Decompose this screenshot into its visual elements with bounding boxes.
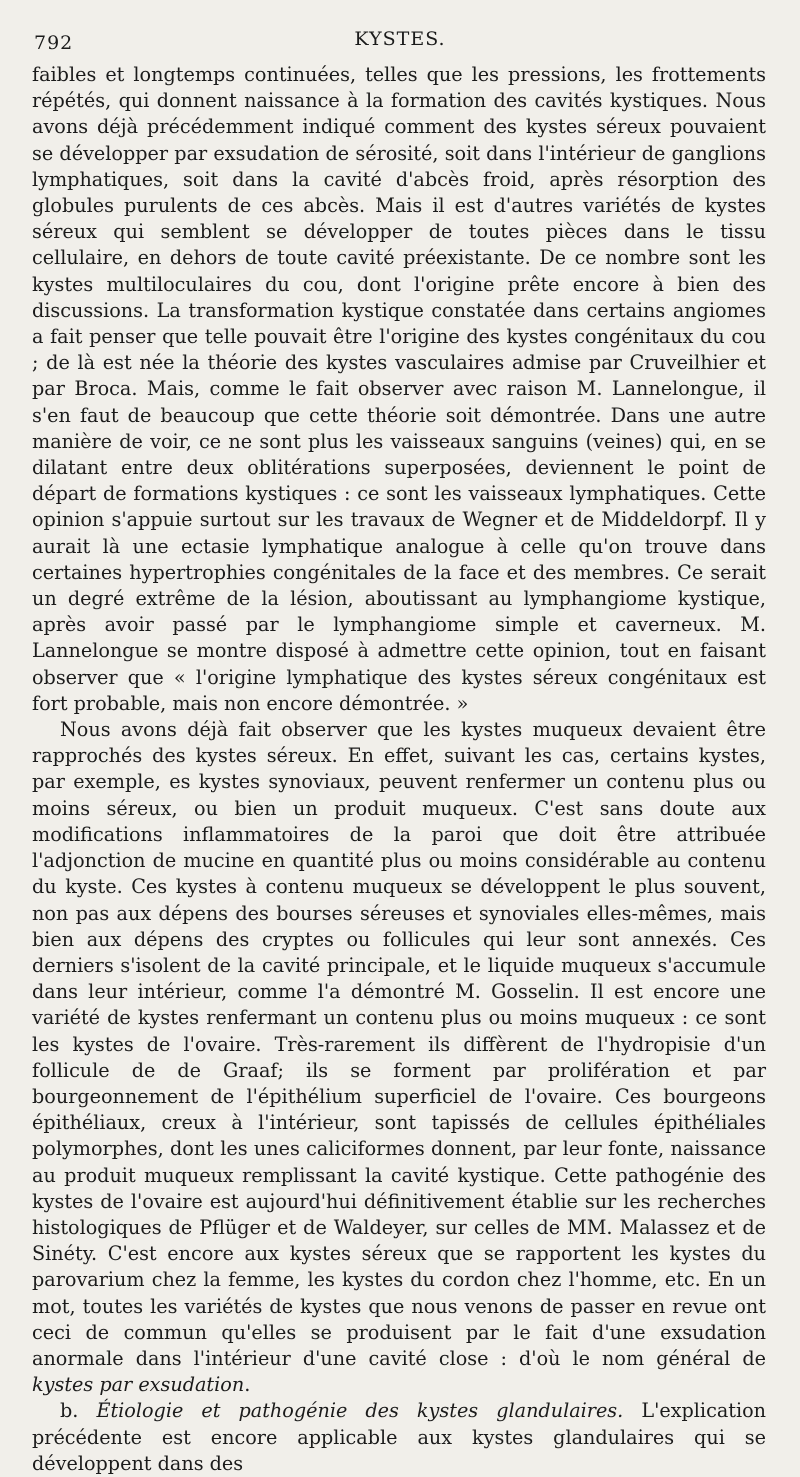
paragraph-2 <box>32 717 766 1398</box>
paragraph-2-tail: . <box>244 1373 251 1397</box>
paragraph-2-text: Nous avons déjà fait observer que les kystes muqueux devaient être rapprochés des kystes séreux. En effet, suivant les cas, certains kystes, par exemple, es kystes synoviaux, peuvent renfermer un contenu plus ou moins séreux, ou bien un produit muqueux. C'est sans doute aux modifications inflammatoires de la paroi que doit être attribuée l'adjonction de mucine en quantité plus ou moins considérable au contenu du kyste. Ces kystes à contenu muqueux se développent le plus souvent, non pas aux dépens des bourses séreuses et synoviales elles-mêmes, mais bien aux dépens des cryptes ou follicules qui leur sont annexés. Ces derniers s'isolent de la cavité principale, et le liquide muqueux s'accumule dans leur intérieur, comme l'a démontré M. Gosselin. Il est encore une variété de kystes renfermant un contenu plus ou moins muqueux : ce sont les kystes de l'ovaire. Très-rarement ils diffèrent de l'hydropisie d'un follicule de de Graaf; ils se forment par prolifération et par bourgeonnement de l'épithélium superficiel de l'ovaire. Ces bourgeons épithéliaux, creux à l'intérieur, sont tapissés de cellules épithéliales polymorphes, dont les unes caliciformes donnent, par leur fonte, naissance au produit muqueux remplissant la cavité kystique. Cette pathogénie des kystes de l'ovaire est aujourd'hui définitivement établie sur les recherches histologiques de Pflüger et de Waldeyer, sur celles de MM. Malassez et de Sinéty. C'est encore aux kystes séreux que se rapportent les kystes du parovarium chez la femme, les kystes du cordon chez l'homme, etc. En un mot, toutes les variétés de kystes que nous venons de passer en revue ont ceci de commun qu'elles se produisent par le fait d'une exsudation anormale dans l'intérieur d'une cavité close : d'où le nom général de <box>32 718 766 1370</box>
section-heading: Étiologie et pathogénie des kystes glandulaires. <box>96 1399 624 1423</box>
paragraph-1 <box>32 62 766 717</box>
running-title: KYSTES. <box>354 28 446 50</box>
page-header <box>34 26 766 58</box>
body-text <box>32 62 766 1477</box>
paragraph-1-text: faibles et longtemps continuées, telles que les pressions, les frottements répétés, qui donnent naissance à la formation des cavités kystiques. Nous avons déjà précédemment indiqué comment des kystes séreux pouvaient se développer par exsudation de sérosité, soit dans l'intérieur de ganglions lymphatiques, soit dans la cavité d'abcès froid, après résorption des globules purulents de ces abcès. Mais il est d'autres variétés de kystes séreux qui semblent se développer de toutes pièces dans le tissu cellulaire, en dehors de toute cavité préexistante. De ce nombre sont les kystes multiloculaires du cou, dont l'origine prête encore à bien des discussions. La transformation kystique constatée dans certains angiomes a fait penser que telle pouvait être l'origine des kystes congénitaux du cou ; de là est née la théorie des kystes vasculaires admise par Cruveilhier et par Broca. Mais, comme le fait observer avec raison M. Lannelongue, il s'en faut de beaucoup que cette théorie soit démontrée. Dans une autre manière de voir, ce ne sont plus les vaisseaux sanguins (veines) qui, en se dilatant entre deux oblitérations superposées, deviennent le point de départ de formations kystiques : ce sont les vaisseaux lymphatiques. Cette opinion s'appuie surtout sur les travaux de Wegner et de Middeldorpf. Il y aurait là une ectasie lymphatique analogue à celle qu'on trouve dans certaines hypertrophies congénitales de la face et des membres. Ce serait un degré extrême de la lésion, aboutissant au lymphangiome kystique, après avoir passé par le lymphangiome simple et caverneux. M. Lannelongue se montre disposé à admettre cette opinion, tout en faisant observer que « l'origine lymphatique des kystes séreux congénitaux est fort probable, mais non encore démontrée. » <box>32 63 766 715</box>
section-letter: b. <box>60 1399 97 1423</box>
term-kystes-par-exsudation: kystes par exsudation <box>32 1373 245 1397</box>
page-number: 792 <box>34 32 74 54</box>
paragraph-3 <box>32 1398 766 1477</box>
paragraph-3-text: L'explication précédente est encore applicable aux kystes glandulaires qui se développent dans des <box>32 1399 767 1475</box>
